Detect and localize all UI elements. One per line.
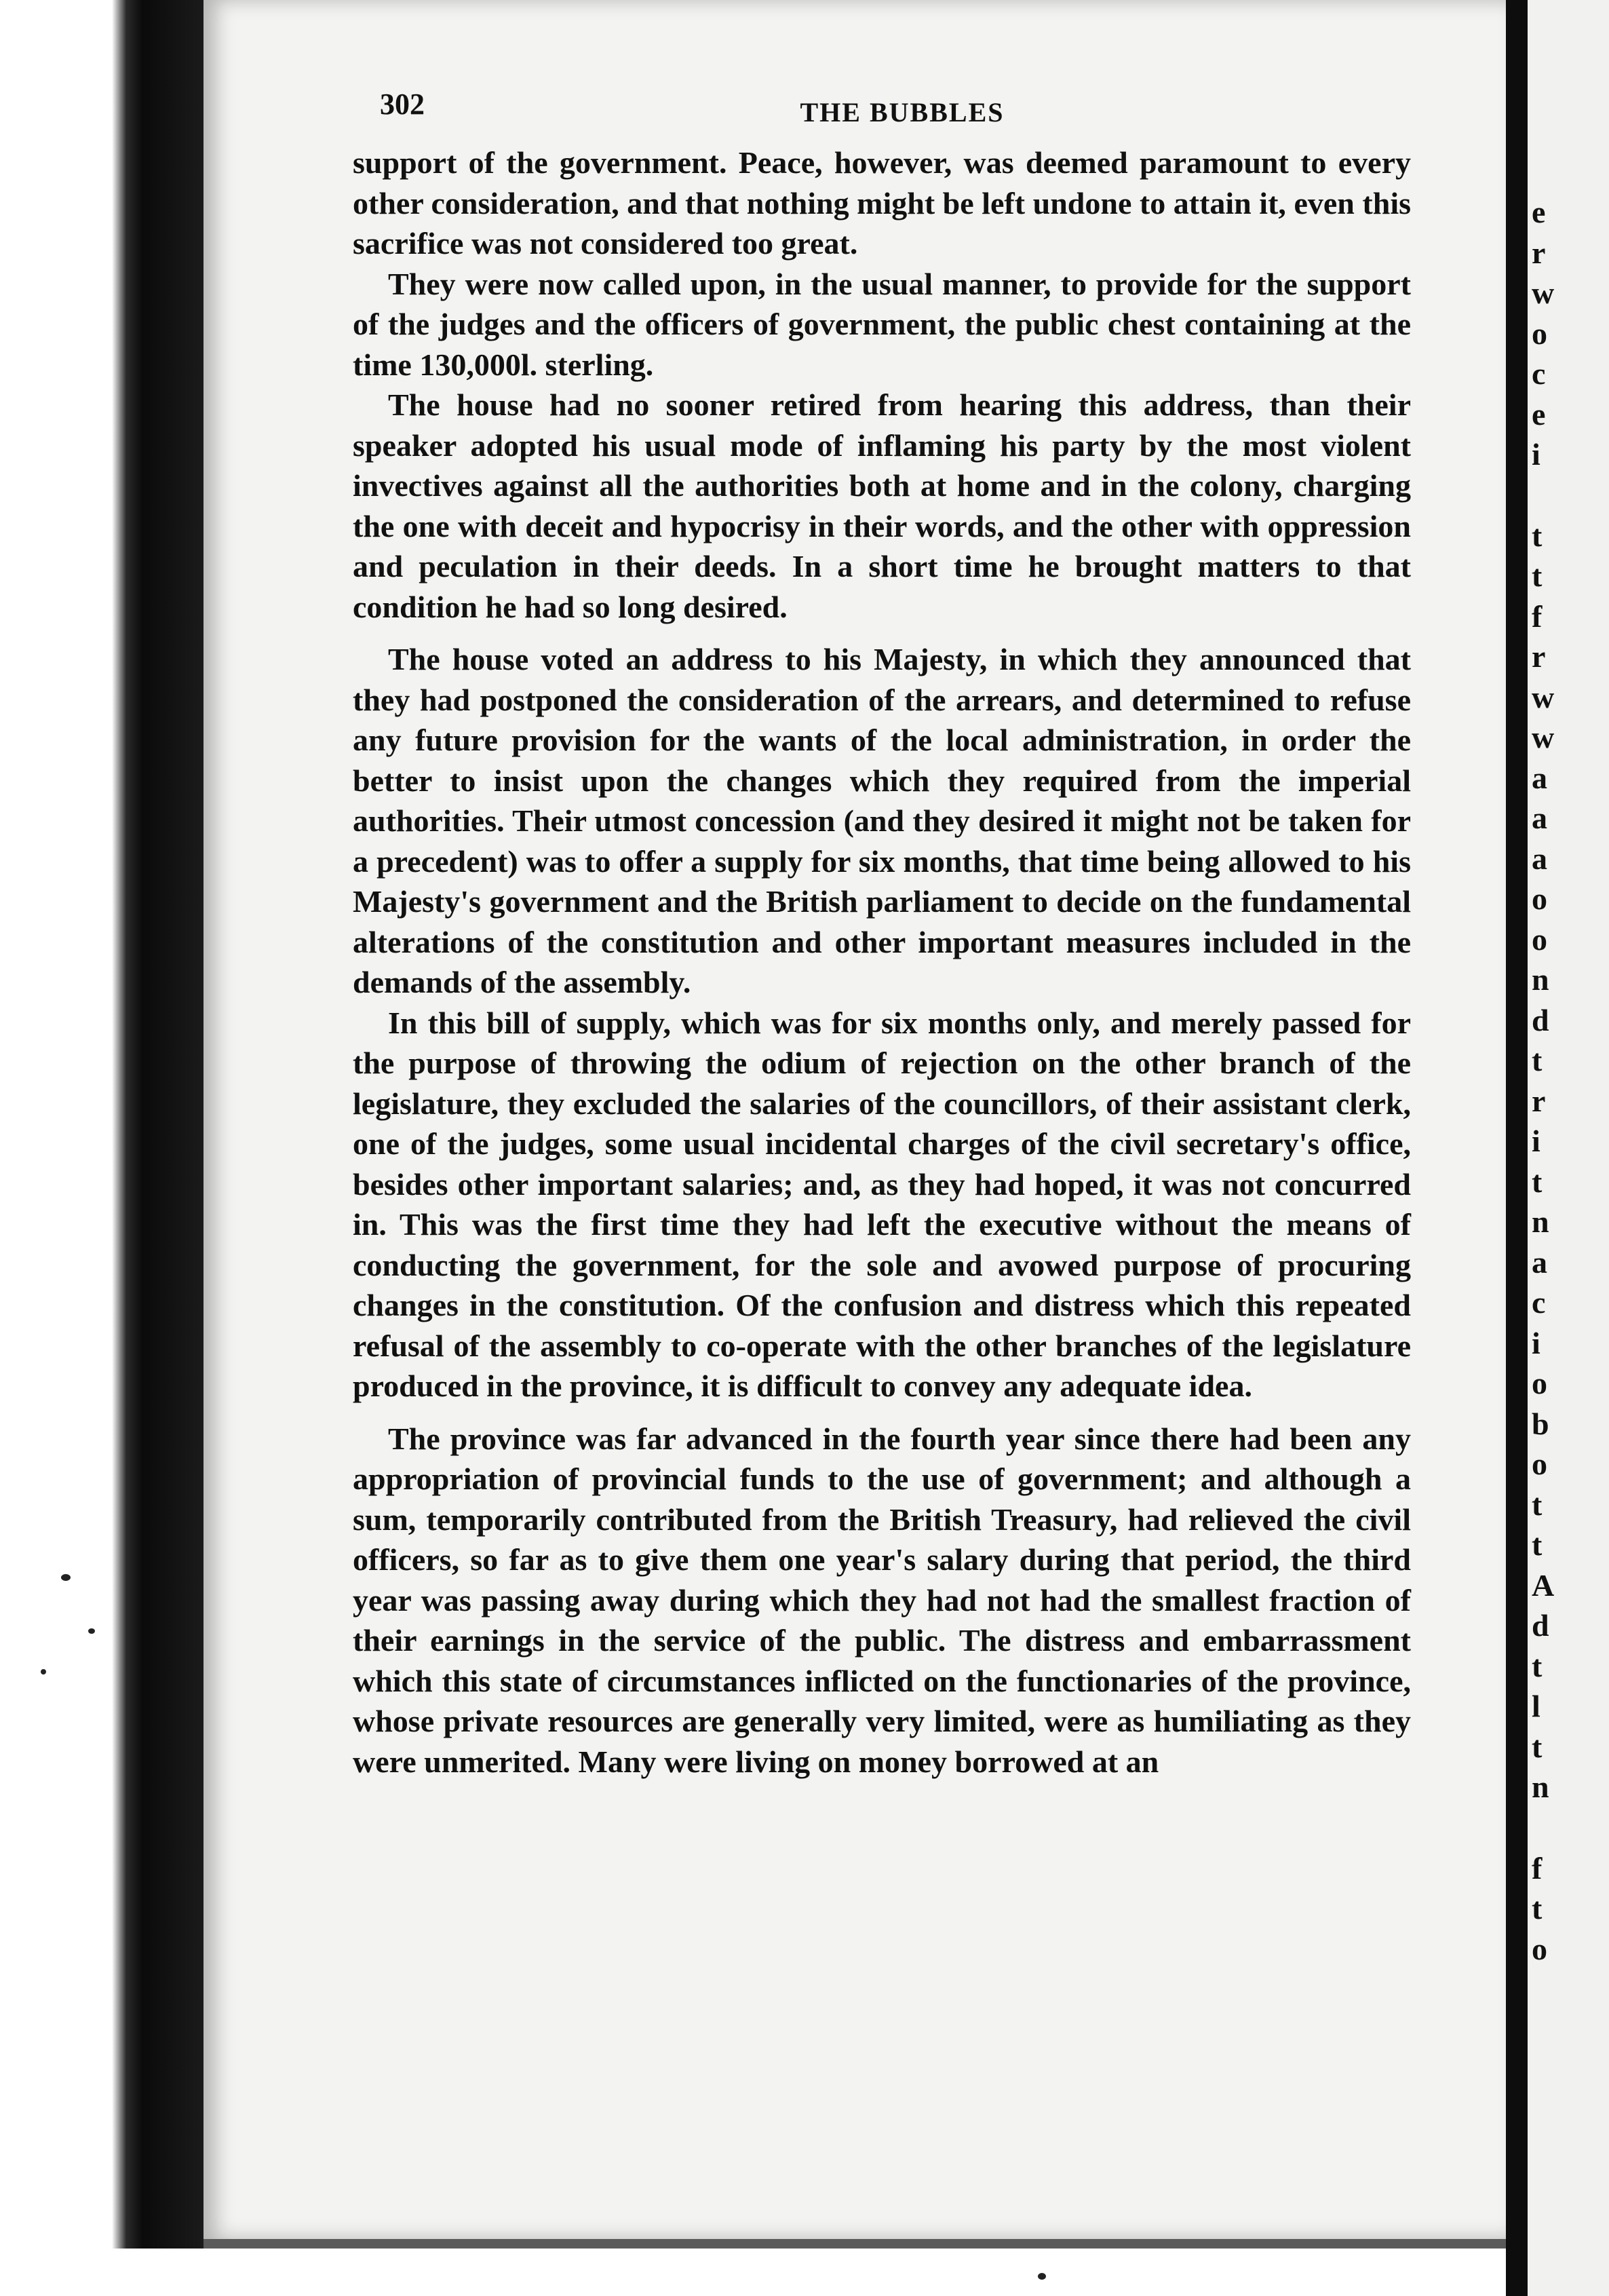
facing-page-fragment: t (1532, 1648, 1543, 1683)
facing-page-fragment: A (1532, 1567, 1555, 1603)
facing-page-fragment: i (1532, 1124, 1540, 1158)
book-gutter (1506, 0, 1528, 2296)
facing-page-fragment: o (1532, 881, 1547, 916)
facing-page-fragment: i (1532, 1325, 1540, 1360)
facing-page-fragment: o (1532, 1931, 1547, 1966)
facing-page-fragment: i (1532, 437, 1540, 472)
facing-page-fragment: l (1532, 1689, 1540, 1723)
body-text (353, 142, 1411, 1782)
facing-page-fragment: b (1532, 1406, 1549, 1441)
facing-page-fragment: t (1532, 1043, 1543, 1077)
facing-page-fragment: a (1532, 841, 1547, 876)
facing-page-fragment: t (1532, 558, 1543, 593)
facing-page-fragment: t (1532, 1487, 1543, 1522)
scan-speck (61, 1574, 71, 1581)
page-number: 302 (380, 88, 425, 121)
facing-page-fragment: o (1532, 1447, 1547, 1481)
paragraph: The house had no sooner retired from hearing this address, than their speaker adopted his usual mode of inflaming his party by the most violent invectives against all the authorities both at home and in the colony, charging the one with deceit and hypocrisy in their words, and the other with oppression and peculation in their deeds. In a short time he brought matters to that condition he had so long desired. (353, 387, 1411, 624)
paragraph: support of the government. Peace, however, was deemed paramount to every other consideration, and that nothing might be left undone to attain it, even this sacrifice was not considered too great. (353, 145, 1411, 261)
facing-page-fragment: r (1532, 1083, 1546, 1118)
page-header (380, 87, 1424, 141)
facing-page-fragment: f (1532, 598, 1543, 634)
facing-page-fragment: t (1532, 1729, 1543, 1764)
facing-page-fragment: w (1532, 275, 1555, 310)
facing-page-fragment: w (1532, 720, 1555, 754)
facing-page-fragment: o (1532, 315, 1547, 351)
facing-page-fragment: t (1532, 1891, 1543, 1926)
scan-speck (1038, 2273, 1046, 2280)
facing-page-fragment: n (1532, 962, 1549, 997)
facing-page-fragment: e (1532, 195, 1546, 229)
facing-page-fragment: r (1532, 235, 1546, 270)
facing-page-fragment: t (1532, 1527, 1543, 1562)
facing-page-fragment: a (1532, 1244, 1547, 1280)
paragraph: The house voted an address to his Majesty, in which they announced that they had postponed the consideration of the arrears, and determined to refuse any future provision for the wants of the local administration, in order the better to insist upon the changes which they required from the imperial authorities. Their utmost concession (and they desired it might not be taken for a precedent) was to offer a supply for six months, that time being allowed to his Majesty's government and the British parliament to decide on the fundamental alterations of the constitution and other important measures included in the demands of the assembly. (353, 642, 1411, 999)
facing-page-fragment: w (1532, 679, 1555, 714)
facing-page-fragment: r (1532, 639, 1546, 674)
facing-page-fragment: n (1532, 1769, 1549, 1804)
paragraph: In this bill of supply, which was for six months only, and merely passed for the purpose of throwing the odium of rejection on the other branch of the legislature, they excluded the salaries of the councillors, of their assistant clerk, one of the judges, some usual incidental charges of the civil secretary's office, besides other important salaries; and, as they had hoped, it was not concurred in. This was the first time they had left the executive without the means of conducting the government, for the sole and avowed purpose of procuring changes in the constitution. Of the confusion and distress which this repeated refusal of the assembly to co-operate with the other branches of the legislature produced in the province, it is difficult to convey any adequate idea. (353, 1005, 1411, 1403)
facing-page-fragment: c (1532, 356, 1546, 391)
facing-page-fragment: f (1532, 1850, 1543, 1886)
facing-page-fragment: t (1532, 1164, 1543, 1199)
facing-page-fragment: e (1532, 396, 1546, 432)
scan-border-left (0, 0, 203, 2296)
paragraph: The province was far advanced in the fourth year since there had been any appropriation of provincial funds to the use of government; and although a sum, temporarily contributed from the British Treasury, had relieved the civil officers, so far as to give them one year's salary during that period, the third year was passing away during which they had not had the smallest fraction of their earnings in the service of the public. The distress and embarrassment which this state of circumstances inflicted on the functionaries of the province, whose private resources are generally very limited, were as humiliating as they were unmerited. Many were living on money borrowed at an (353, 1421, 1411, 1779)
facing-page-fragment: a (1532, 801, 1547, 835)
scan-speck (41, 1669, 46, 1675)
facing-page-fragment: o (1532, 1366, 1547, 1400)
facing-page-fragment: d (1532, 1608, 1549, 1643)
facing-page-edge (1528, 0, 1609, 2296)
facing-page-fragment: d (1532, 1002, 1549, 1037)
facing-page-fragment: a (1532, 760, 1547, 795)
facing-page-fragment: n (1532, 1204, 1549, 1239)
scan-border-bottom (0, 2249, 1609, 2296)
facing-page-fragment: o (1532, 921, 1547, 957)
running-title: THE BUBBLES (800, 97, 1005, 128)
scan-speck (88, 1628, 95, 1634)
facing-page-fragment: t (1532, 518, 1543, 553)
paragraph: They were now called upon, in the usual manner, to provide for the support of the judges and the officers of government, the public chest containing at the time 130,000l. sterling. (353, 266, 1411, 382)
facing-page-fragment: c (1532, 1285, 1546, 1320)
